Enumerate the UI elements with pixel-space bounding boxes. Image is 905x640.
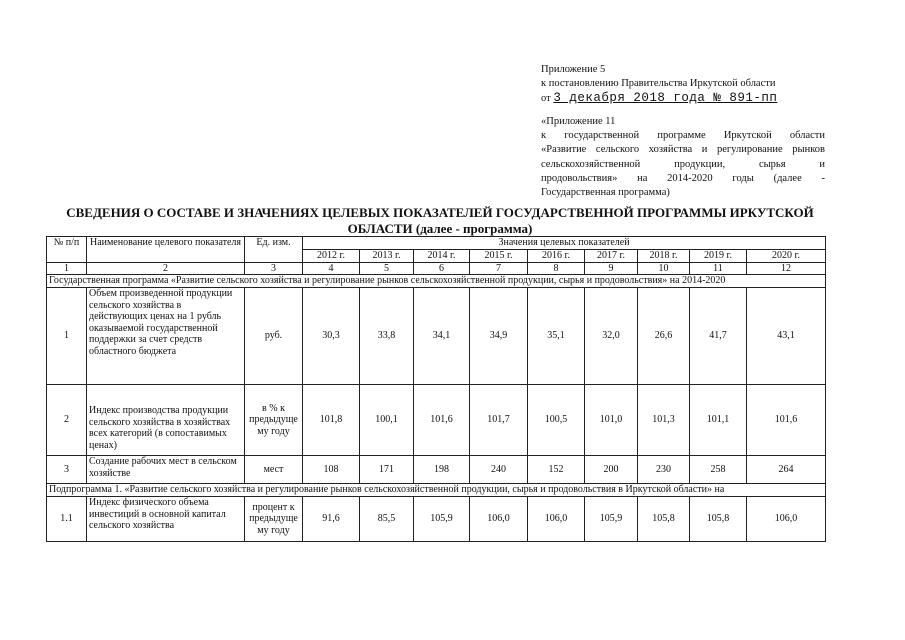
year-cell: 2019 г.: [690, 249, 747, 262]
row-value: 43,1: [747, 288, 826, 385]
appendix-11-header: [541, 115, 825, 200]
row-value: 101,1: [690, 385, 747, 456]
year-cell: 2015 г.: [470, 249, 528, 262]
row-value: 152: [528, 456, 585, 484]
appendix-line2: к постановлению Правительства Иркутской области: [541, 78, 776, 89]
document-title: [40, 205, 840, 237]
appendix2-line6: Государственная программа): [541, 187, 670, 199]
resolution-date-number: 3 декабря 2018 года № 891-пп: [553, 91, 778, 105]
row-value: 91,6: [303, 497, 360, 542]
row-value: 106,0: [528, 497, 585, 542]
header-values-group: Значения целевых показателей: [303, 237, 826, 250]
row-value: 41,7: [690, 288, 747, 385]
row-value: 101,8: [303, 385, 360, 456]
row-value: 100,5: [528, 385, 585, 456]
row-value: 101,7: [470, 385, 528, 456]
table-header-row: [47, 237, 826, 250]
year-cell: 2013 г.: [360, 249, 414, 262]
row-name: Создание рабочих мест в сельском хозяйстве: [87, 456, 245, 484]
title-line1: СВЕДЕНИЯ О СОСТАВЕ И ЗНАЧЕНИЯХ ЦЕЛЕВЫХ ПОКАЗАТЕЛЕЙ ГОСУДАРСТВЕННОЙ ПРОГРАММЫ ИРКУТСКОЙ: [66, 205, 814, 220]
row-value: 105,9: [414, 497, 470, 542]
col-number: 5: [360, 262, 414, 275]
row-value: 171: [360, 456, 414, 484]
row-num: 3: [47, 456, 87, 484]
appendix-line1: Приложение 5: [541, 64, 606, 75]
year-cell: 2016 г.: [528, 249, 585, 262]
col-number: 1: [47, 262, 87, 275]
year-cell: 2018 г.: [638, 249, 690, 262]
col-number: 10: [638, 262, 690, 275]
subprogram-row: [47, 484, 826, 497]
appendix2-line3: «Развитие сельского хозяйства и регулирование рынков: [541, 144, 825, 156]
row-num: 1: [47, 288, 87, 385]
row-name: Индекс физического объема инвестиций в основной капитал сельского хозяйства: [87, 497, 245, 542]
col-number: 4: [303, 262, 360, 275]
row-value: 85,5: [360, 497, 414, 542]
appendix2-line5: продовольствия» на 2014-2020 годы (далее -: [541, 172, 825, 184]
row-value: 200: [585, 456, 638, 484]
row-name: Объем произведенной продукции сельского хозяйства в действующих ценах на 1 рубль оказываемой государственной поддержки за счет средств областного бюджета: [87, 288, 245, 385]
col-number: 3: [245, 262, 303, 275]
row-value: 258: [690, 456, 747, 484]
row-value: 230: [638, 456, 690, 484]
col-number: 2: [87, 262, 245, 275]
row-num: 2: [47, 385, 87, 456]
row-value: 35,1: [528, 288, 585, 385]
row-value: 198: [414, 456, 470, 484]
col-number: 11: [690, 262, 747, 275]
col-number: 6: [414, 262, 470, 275]
row-value: 101,0: [585, 385, 638, 456]
indicators-table: [46, 236, 826, 542]
row-value: 105,8: [638, 497, 690, 542]
header-num: № п/п: [47, 237, 87, 263]
appendix2-line1: «Приложение 11: [541, 116, 616, 127]
row-num: 1.1: [47, 497, 87, 542]
row-value: 34,9: [470, 288, 528, 385]
row-value: 101,6: [747, 385, 826, 456]
col-number: 9: [585, 262, 638, 275]
subprogram-title: Подпрограмма 1. «Развитие сельского хозяйства и регулирование рынков сельскохозяйственной продукции, сырья и продовольствия в Иркутской области» на: [47, 484, 826, 497]
appendix-prefix: от: [541, 93, 551, 104]
year-cell: 2020 г.: [747, 249, 826, 262]
row-value: 105,9: [585, 497, 638, 542]
column-numbers-row: [47, 262, 826, 275]
row-value: 240: [470, 456, 528, 484]
appendix-date-line: [541, 91, 777, 106]
program-title: Государственная программа «Развитие сельского хозяйства и регулирование рынков сельскохозяйственной продукции, сырья и продовольствия» на 2014-2020: [47, 275, 826, 288]
row-unit: мест: [245, 456, 303, 484]
program-row: [47, 275, 826, 288]
title-line2: ОБЛАСТИ (далее - программа): [347, 221, 533, 236]
appendix2-line4: сельскохозяйственной продукции, сырья и: [541, 158, 825, 170]
row-name: Индекс производства продукции сельского хозяйства в хозяйствах всех категорий (в сопоставимых ценах): [87, 385, 245, 456]
table-row: [47, 456, 826, 484]
row-value: 100,1: [360, 385, 414, 456]
table-row: [47, 288, 826, 385]
year-cell: 2012 г.: [303, 249, 360, 262]
row-unit: руб.: [245, 288, 303, 385]
row-value: 30,3: [303, 288, 360, 385]
table-row: [47, 385, 826, 456]
year-cell: 2017 г.: [585, 249, 638, 262]
col-number: 8: [528, 262, 585, 275]
row-value: 108: [303, 456, 360, 484]
header-unit: Ед. изм.: [245, 237, 303, 263]
row-value: 101,6: [414, 385, 470, 456]
row-unit: в % к предыдуще му году: [245, 385, 303, 456]
col-number: 12: [747, 262, 826, 275]
row-value: 26,6: [638, 288, 690, 385]
row-value: 101,3: [638, 385, 690, 456]
header-name: Наименование целевого показателя: [87, 237, 245, 263]
row-value: 106,0: [470, 497, 528, 542]
row-value: 34,1: [414, 288, 470, 385]
appendix-header: [541, 63, 777, 106]
appendix2-line2: к государственной программе Иркутской области: [541, 130, 825, 142]
col-number: 7: [470, 262, 528, 275]
year-cell: 2014 г.: [414, 249, 470, 262]
row-value: 264: [747, 456, 826, 484]
table-row: [47, 497, 826, 542]
row-value: 32,0: [585, 288, 638, 385]
row-value: 33,8: [360, 288, 414, 385]
row-value: 105,8: [690, 497, 747, 542]
row-unit: процент к предыдуще му году: [245, 497, 303, 542]
row-value: 106,0: [747, 497, 826, 542]
